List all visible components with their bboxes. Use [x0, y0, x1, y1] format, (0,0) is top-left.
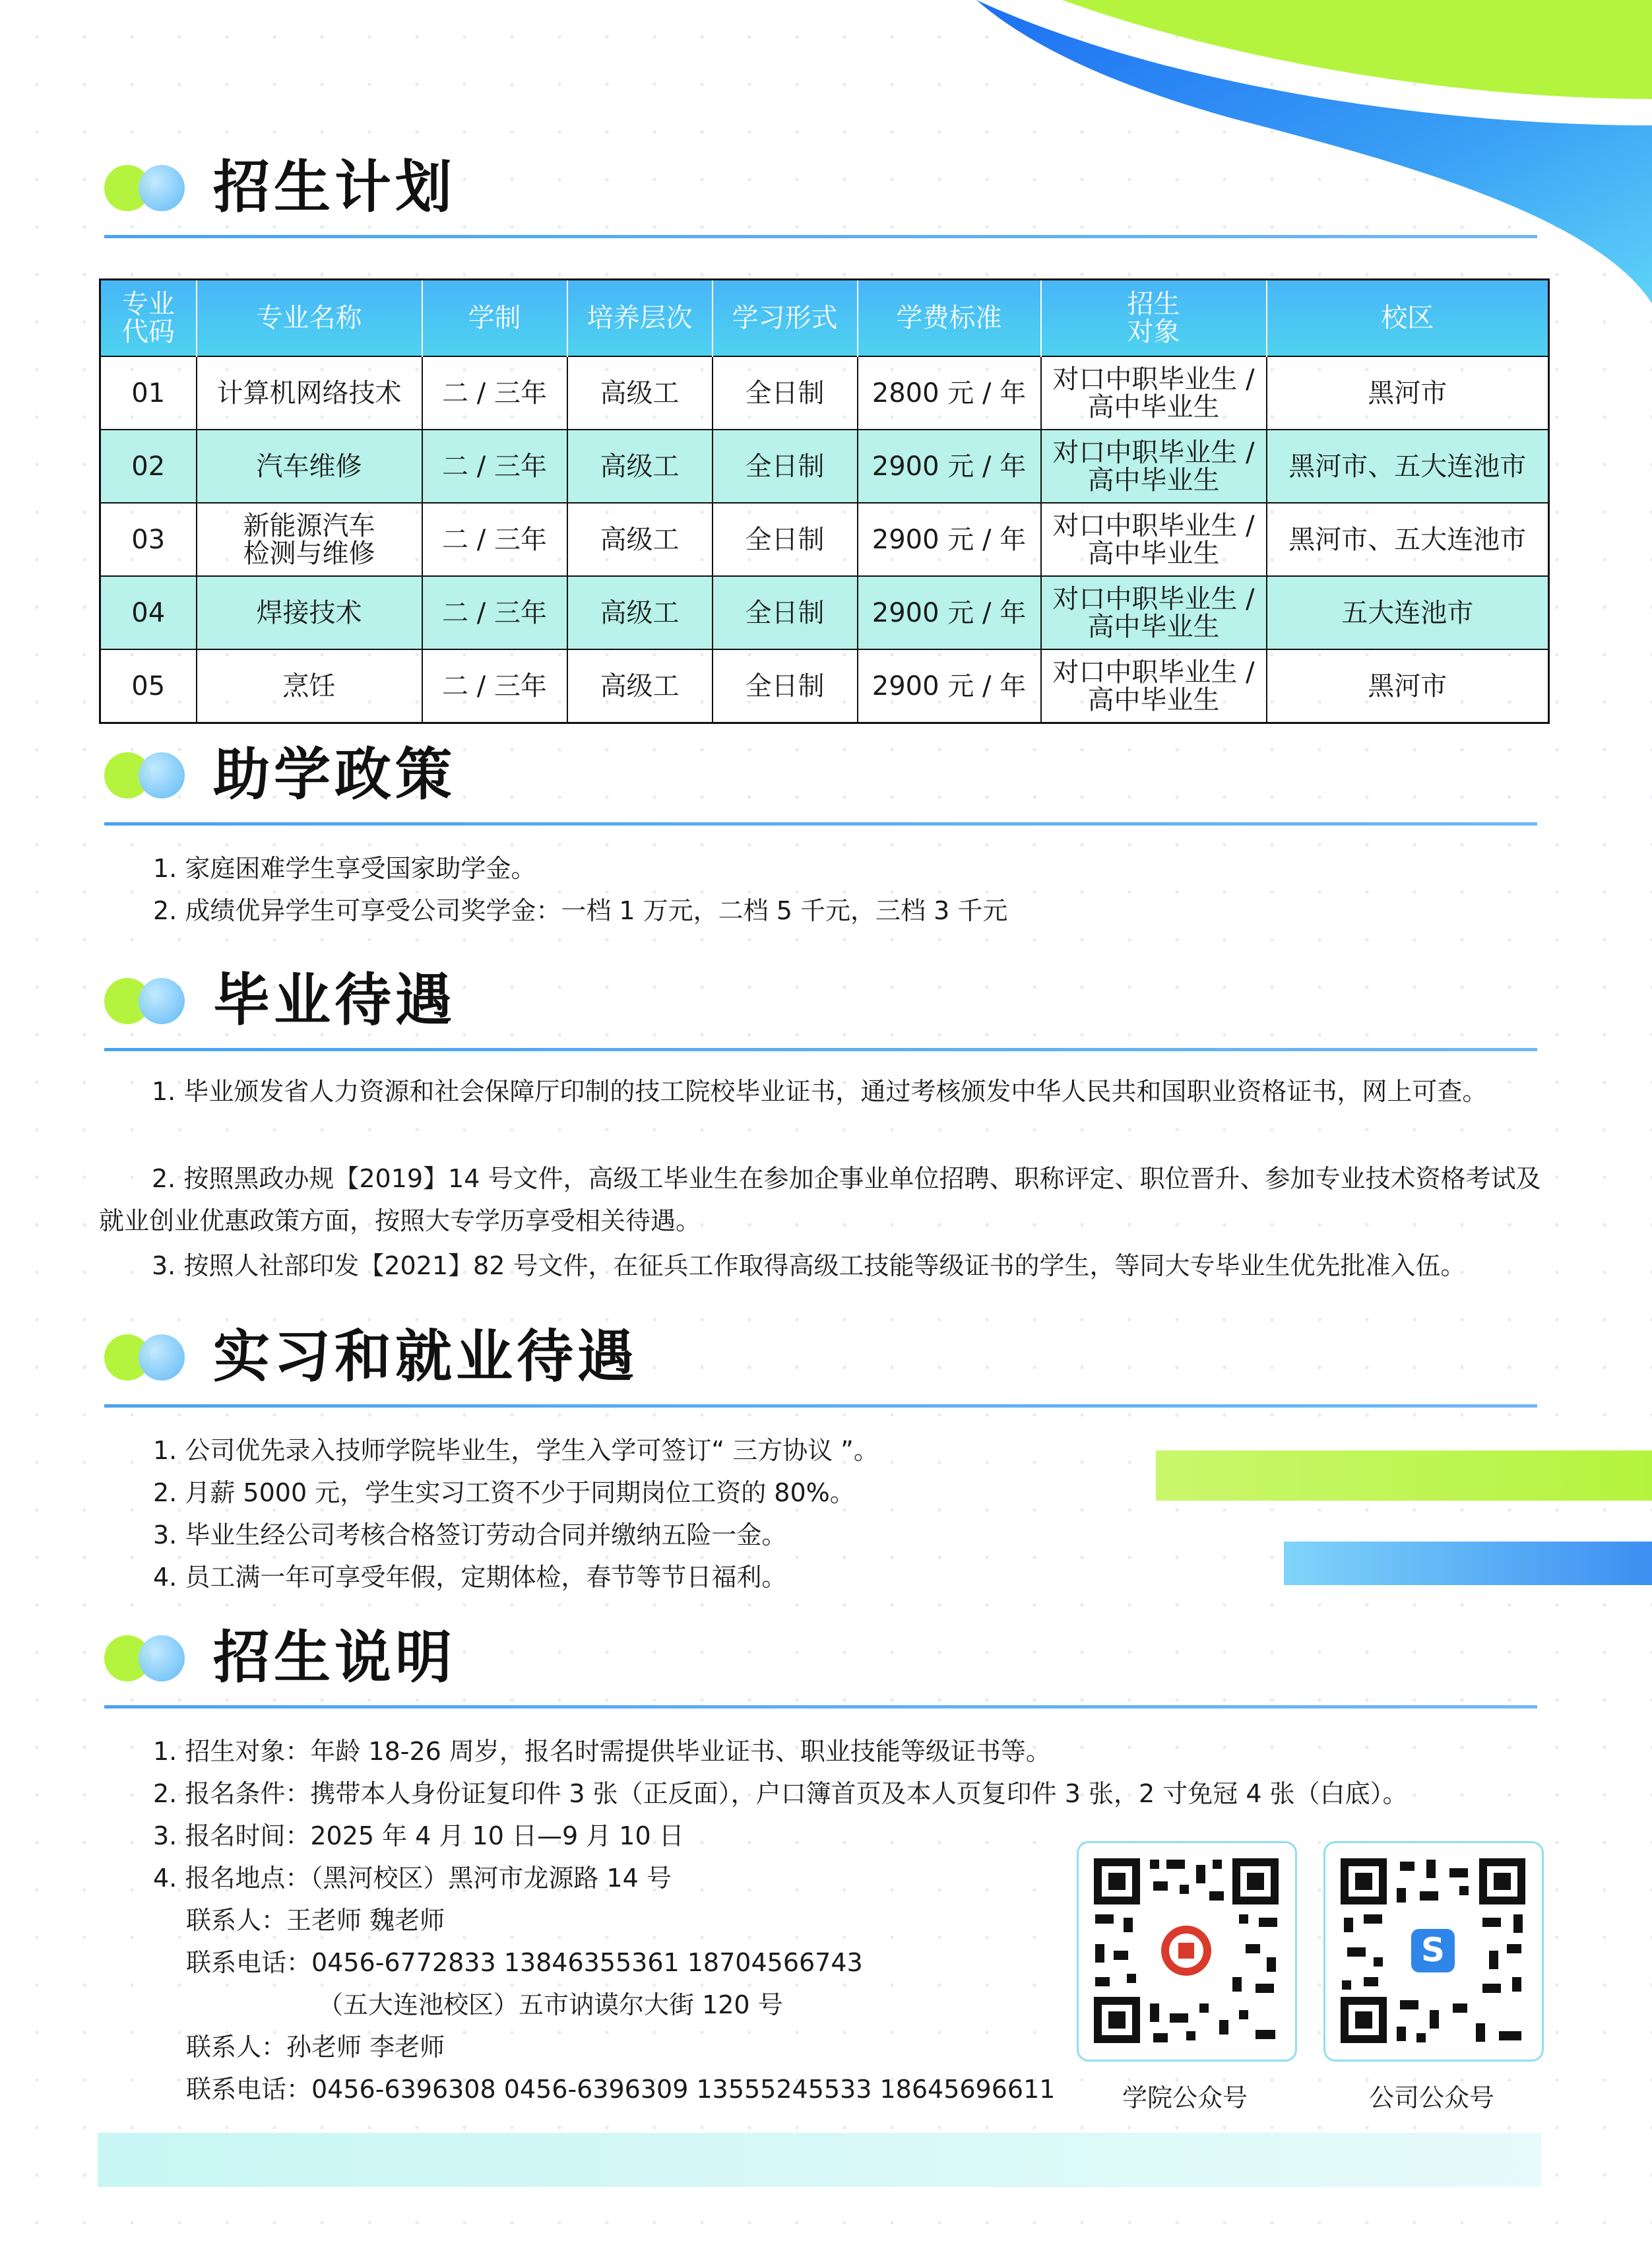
contact-phone: 联系电话：0456-6772833 13846355361 18704566743 [186, 1948, 863, 1977]
header-code: 专业 代码 [100, 280, 197, 357]
employment-list [153, 1429, 879, 1598]
header-form: 学习形式 [713, 280, 858, 357]
cell-fee: 2900 元 / 年 [858, 649, 1041, 723]
cell-years: 二 / 三年 [422, 430, 567, 503]
graduation-item: 1. 毕业颁发省人力资源和社会保障厅印制的技工院校毕业证书，通过考核颁发中华人民共和国职业资格证书，网上可查。 [152, 1077, 1488, 1106]
table-row [100, 430, 1549, 503]
section-title: 实习和就业待遇 [213, 1324, 638, 1390]
cell-code: 03 [100, 503, 197, 576]
cell-fee: 2900 元 / 年 [858, 430, 1041, 503]
qr-code-icon [1087, 1852, 1285, 2050]
section-divider [104, 822, 1537, 826]
contact-person: 联系人：孙老师 李老师 [186, 2033, 445, 2062]
list-item: 2. 报名条件：携带本人身份证复印件 3 张（正反面），户口簿首页及本人页复印件 3 张，2 寸免冠 4 张（白底）。 [153, 1779, 1408, 1808]
section-title: 助学政策 [213, 742, 456, 808]
header-fee: 学费标准 [858, 280, 1041, 357]
table-row [100, 649, 1549, 723]
cell-campus: 黑河市、五大连池市 [1267, 503, 1549, 576]
header-target: 招生 对象 [1041, 280, 1267, 357]
section-title: 毕业待遇 [213, 967, 456, 1033]
section-plan-header [104, 150, 1537, 224]
cell-campus: 黑河市 [1267, 649, 1549, 723]
section-title: 招生说明 [213, 1625, 456, 1691]
bullet-dots-icon [104, 165, 190, 211]
college-qr-label: 学院公众号 [1122, 2083, 1248, 2112]
company-qr-label: 公司公众号 [1368, 2083, 1494, 2112]
header-name: 专业名称 [197, 280, 422, 357]
list-item: 1. 家庭困难学生享受国家助学金。 [153, 854, 536, 883]
list-item: 3. 报名时间：2025 年 4 月 10 日—9 月 10 日 [153, 1821, 684, 1850]
svg-text:S: S [1420, 1931, 1446, 1969]
header-campus: 校区 [1267, 280, 1549, 357]
cell-name: 烹饪 [197, 649, 422, 723]
cell-level: 高级工 [567, 430, 713, 503]
college-qr-code [1077, 1841, 1297, 2062]
section-employment-header [104, 1320, 1537, 1394]
campus-address: （五大连池校区）五市讷谟尔大街 120 号 [318, 1990, 783, 2019]
section-aid-header [104, 738, 1537, 812]
cell-target: 对口中职毕业生 / 高中毕业生 [1041, 356, 1267, 430]
cell-fee: 2900 元 / 年 [858, 503, 1041, 576]
list-item: 1. 招生对象：年龄 18-26 周岁，报名时需提供毕业证书、职业技能等级证书等。 [153, 1737, 1051, 1766]
cell-target: 对口中职毕业生 / 高中毕业生 [1041, 503, 1267, 576]
cell-form: 全日制 [713, 430, 858, 503]
graduation-item: 3. 按照人社部印发【2021】82 号文件，在征兵工作取得高级工技能等级证书的学生，等同大专毕业生优先批准入伍。 [152, 1251, 1466, 1280]
qr-code-icon [1334, 1852, 1532, 2050]
cell-name: 计算机网络技术 [197, 356, 422, 430]
cell-campus: 五大连池市 [1267, 576, 1549, 649]
section-divider [104, 1048, 1537, 1051]
cell-code: 02 [100, 430, 197, 503]
section-title: 招生计划 [213, 154, 456, 220]
cell-level: 高级工 [567, 503, 713, 576]
section-divider [104, 1404, 1537, 1408]
bullet-dots-icon [104, 752, 190, 798]
graduation-item: 2. 按照黑政办规【2019】14 号文件，高级工毕业生在参加企事业单位招聘、职称评定、职位晋升、参加专业技术资格考试及就业创业优惠政策方面，按照大专学历享受相关待遇。 [99, 1164, 1541, 1235]
cell-target: 对口中职毕业生 / 高中毕业生 [1041, 576, 1267, 649]
cell-form: 全日制 [713, 576, 858, 649]
table-row [100, 503, 1549, 576]
cell-level: 高级工 [567, 576, 713, 649]
cell-code: 04 [100, 576, 197, 649]
cell-campus: 黑河市 [1267, 356, 1549, 430]
header-years: 学制 [422, 280, 567, 357]
bullet-dots-icon [104, 1635, 190, 1681]
blue-accent-bar [1284, 1542, 1652, 1585]
cell-name: 新能源汽车 检测与维修 [197, 503, 422, 576]
bottom-band [98, 2133, 1541, 2187]
list-item: 4. 员工满一年可享受年假，定期体检，春节等节日福利。 [153, 1563, 787, 1592]
cell-form: 全日制 [713, 356, 858, 430]
bullet-dots-icon [104, 978, 190, 1024]
header-level: 培养层次 [567, 280, 713, 357]
list-item: 2. 月薪 5000 元，学生实习工资不少于同期岗位工资的 80%。 [153, 1478, 855, 1507]
enrollment-plan-table [99, 278, 1550, 724]
cell-years: 二 / 三年 [422, 649, 567, 723]
section-notes-header [104, 1621, 1537, 1695]
cell-campus: 黑河市、五大连池市 [1267, 430, 1549, 503]
list-item: 3. 毕业生经公司考核合格签订劳动合同并缴纳五险一金。 [153, 1520, 787, 1549]
section-divider [104, 235, 1537, 238]
table-row [100, 576, 1549, 649]
list-item: 2. 成绩优异学生可享受公司奖学金：一档 1 万元，二档 5 千元，三档 3 千元 [153, 896, 1008, 925]
cell-years: 二 / 三年 [422, 576, 567, 649]
aid-list [153, 847, 1007, 932]
company-qr-code [1323, 1841, 1544, 2062]
list-item: 1. 公司优先录入技师学院毕业生，学生入学可签订“ 三方协议 ”。 [153, 1436, 879, 1465]
cell-fee: 2900 元 / 年 [858, 576, 1041, 649]
cell-level: 高级工 [567, 356, 713, 430]
section-graduation-header [104, 963, 1537, 1037]
cell-years: 二 / 三年 [422, 503, 567, 576]
cell-target: 对口中职毕业生 / 高中毕业生 [1041, 430, 1267, 503]
cell-level: 高级工 [567, 649, 713, 723]
table-header-row [100, 280, 1549, 357]
contact-person: 联系人：王老师 魏老师 [186, 1906, 445, 1935]
cell-name: 汽车维修 [197, 430, 422, 503]
list-item: 4. 报名地点：（黑河校区）黑河市龙源路 14 号 [153, 1864, 672, 1893]
cell-name: 焊接技术 [197, 576, 422, 649]
cell-code: 01 [100, 356, 197, 430]
cell-fee: 2800 元 / 年 [858, 356, 1041, 430]
cell-target: 对口中职毕业生 / 高中毕业生 [1041, 649, 1267, 723]
green-accent-bar [1156, 1450, 1652, 1501]
section-divider [104, 1705, 1537, 1708]
bullet-dots-icon [104, 1334, 190, 1381]
cell-code: 05 [100, 649, 197, 723]
cell-years: 二 / 三年 [422, 356, 567, 430]
contact-phone: 联系电话：0456-6396308 0456-6396309 13555245533 18645696611 [186, 2075, 1056, 2104]
cell-form: 全日制 [713, 649, 858, 723]
table-row [100, 356, 1549, 430]
cell-form: 全日制 [713, 503, 858, 576]
